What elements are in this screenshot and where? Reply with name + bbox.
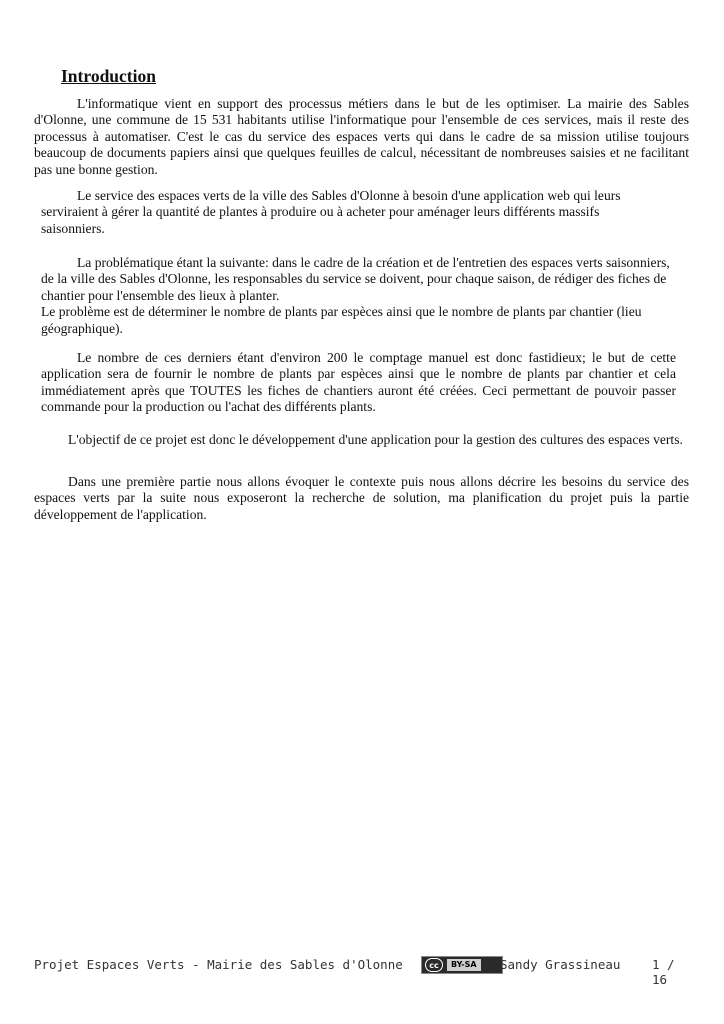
paragraph-need: Le service des espaces verts de la ville des Sables d'Olonne à besoin d'une application web qui leurs serviraient à gérer la quantité de plantes à produire ou à acheter pour aménager leurs différents massifs saisonniers. (41, 188, 621, 236)
paragraph-context: L'informatique vient en support des processus métiers dans le but de les optimiser. La mairie des Sables d'Olonne, une commune de 15 531 habitants utilise l'informatique pour l'ensemble de ces services, mais il reste des processus à automatiser. C'est le cas du service des espaces verts qui dans le cadre de sa mission utilise toujours beaucoup de documents papiers ainsi que quelques feuilles de calcul, nécessitant de nombreuses saisies et ne facilitant pas une bonne gestion. (34, 96, 689, 177)
license-type: BY-SA (447, 959, 481, 971)
page-number: 1 / 16 (652, 957, 675, 987)
page-footer (34, 956, 690, 987)
creative-commons-icon: cc (425, 958, 443, 972)
section-heading: Introduction (61, 66, 156, 86)
footer-author: Sandy Grassineau (500, 957, 621, 972)
license-badge (421, 956, 503, 974)
footer-project-title: Projet Espaces Verts - Mairie des Sables d'Olonne (34, 957, 403, 972)
paragraph-objective: L'objectif de ce projet est donc le développement d'une application pour la gestion des cultures des espaces verts. (68, 432, 683, 447)
problem-statement: La problématique étant la suivante: dans le cadre de la création et de l'entretien des espaces verts saisonniers, de la ville des Sables d'Olonne, les responsables du service se doivent, pour chaque saison, de rédiger des fiches de chantier pour l'ensemble des lieux à planter. (41, 255, 670, 303)
paragraph-goal: Le nombre de ces derniers étant d'environ 200 le comptage manuel est donc fastidieux; le but de cette application sera de fournir le nombre de plants par espèces ainsi que le nombre de plants par chantier et cela immédiatement après que TOUTES les fiches de chantiers auront été créées. Ceci permettant de pouvoir passer commande pour la production ou l'achat des différents plants. (41, 350, 676, 415)
paragraph-plan: Dans une première partie nous allons évoquer le contexte puis nous allons décrire les besoins du service des espaces verts par la suite nous exposeront la recherche de solution, ma planification du projet puis la partie développement de l'application. (34, 474, 689, 522)
paragraph-problem (41, 255, 681, 337)
problem-detail: Le problème est de déterminer le nombre de plants par espèces ainsi que le nombre de plants par chantier (lieu géographique). (41, 304, 642, 336)
